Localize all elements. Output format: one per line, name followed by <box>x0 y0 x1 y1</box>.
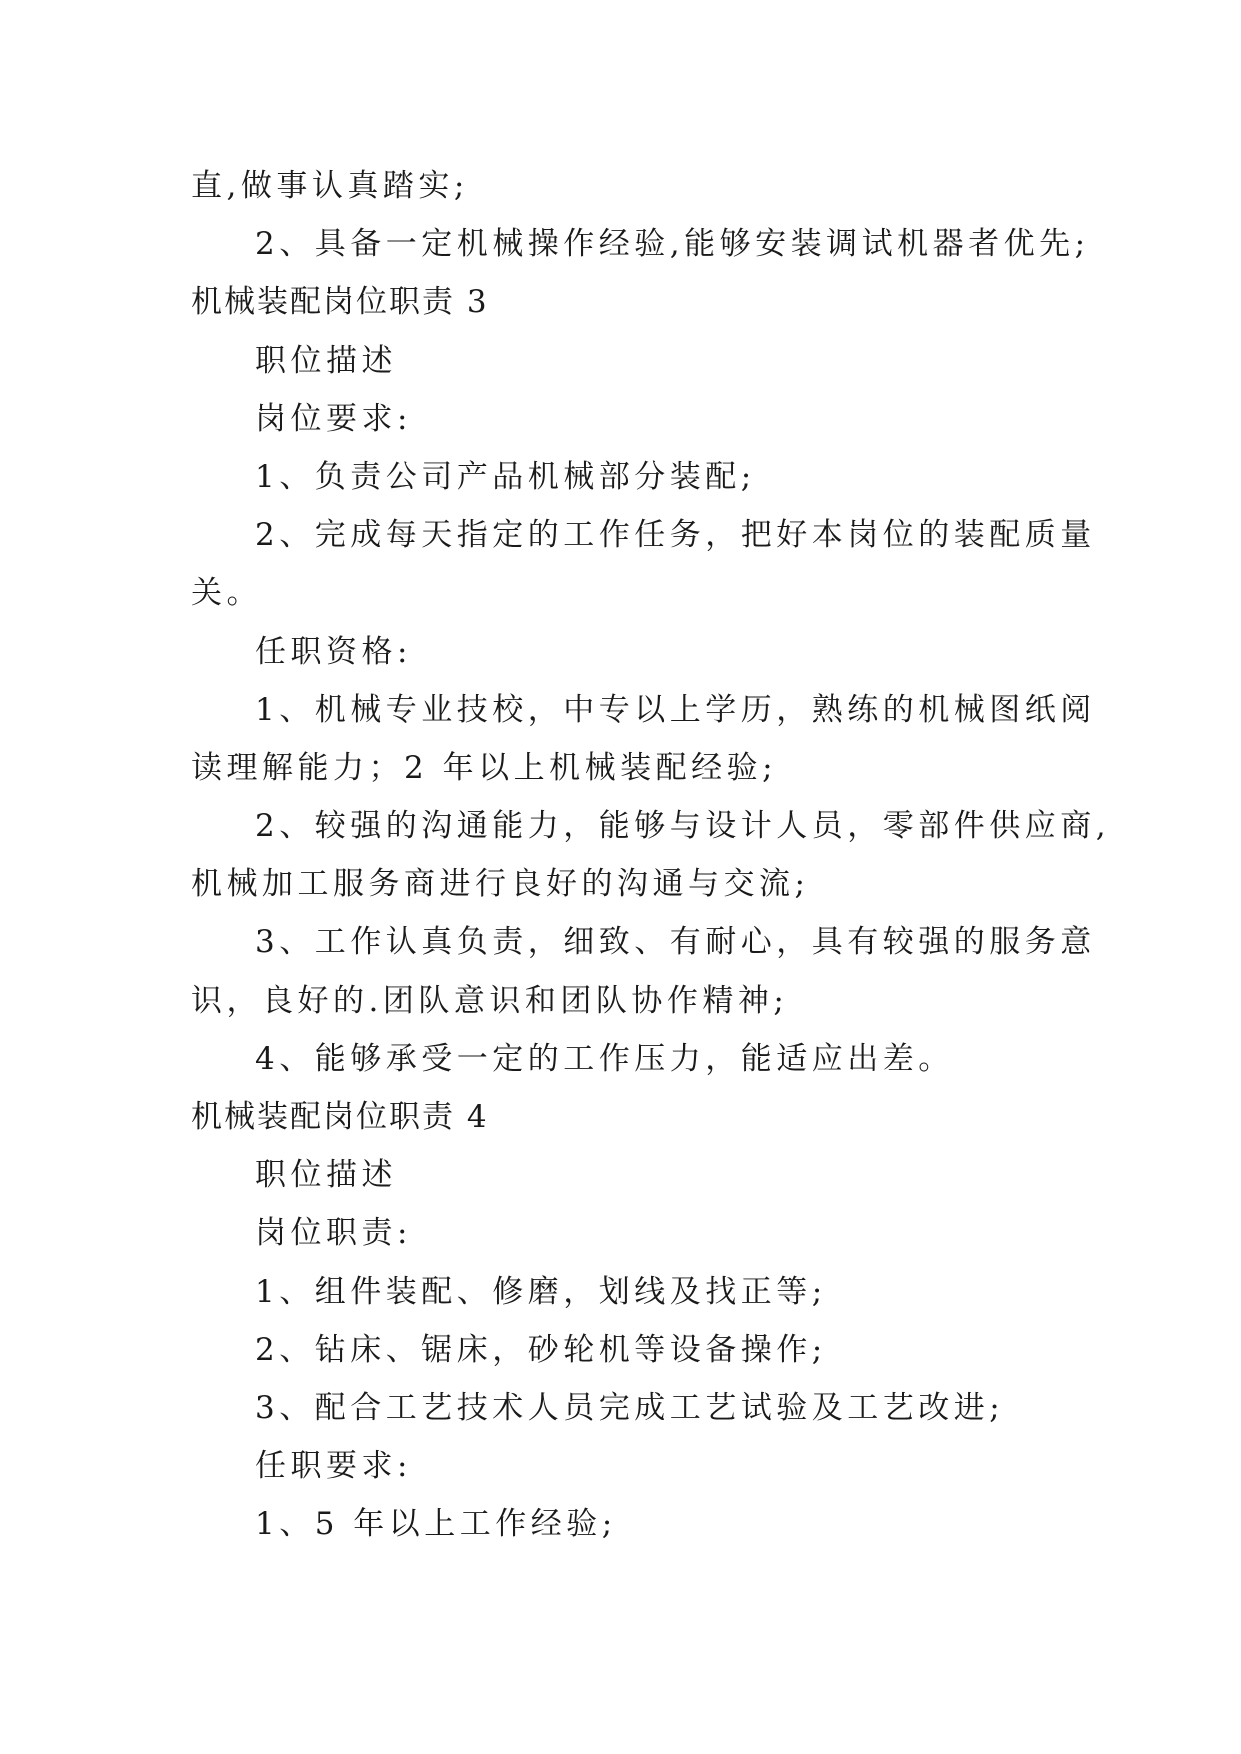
subsection-label: 任职资格: <box>255 633 412 670</box>
subsection-label: 职位描述 <box>255 342 397 379</box>
list-item: 2、钻床、锯床，砂轮机等设备操作; <box>255 1331 827 1368</box>
list-item: 2、完成每天指定的工作任务，把好本岗位的装配质量 <box>255 517 1096 554</box>
section-heading: 机械装配岗位职责 3 <box>191 284 489 321</box>
subsection-label: 任职要求: <box>255 1448 412 1485</box>
text-line: 直,做事认真踏实; <box>191 168 469 204</box>
list-item: 3、配合工艺技术人员完成工艺试验及工艺改进; <box>255 1389 1005 1426</box>
list-item: 1、组件装配、修磨，划线及找正等; <box>255 1273 827 1310</box>
list-item: 2、较强的沟通能力，能够与设计人员，零部件供应商, <box>255 808 1111 845</box>
section-heading: 机械装配岗位职责 4 <box>191 1099 489 1135</box>
document-body <box>191 157 1111 1554</box>
list-item: 3、工作认真负责，细致、有耐心，具有较强的服务意 <box>255 924 1096 961</box>
list-item: 4、能够承受一定的工作压力，能适应出差。 <box>255 1040 954 1077</box>
subsection-label: 岗位职责: <box>255 1215 412 1252</box>
list-item: 1、5 年以上工作经验; <box>255 1506 617 1543</box>
list-item-continuation: 关。 <box>191 575 262 612</box>
list-item-continuation: 识，良好的.团队意识和团队协作精神; <box>191 982 789 1019</box>
subsection-label: 岗位要求: <box>255 400 412 437</box>
list-item: 1、负责公司产品机械部分装配; <box>255 458 756 495</box>
subsection-label: 职位描述 <box>255 1157 397 1194</box>
list-item-continuation: 读理解能力；2 年以上机械装配经验; <box>191 749 778 786</box>
list-item: 1、机械专业技校，中专以上学历，熟练的机械图纸阅 <box>255 691 1096 728</box>
list-item-continuation: 机械加工服务商进行良好的沟通与交流; <box>191 866 810 903</box>
text-line: 2、具备一定机械操作经验,能够安装调试机器者优先; <box>255 226 1090 263</box>
